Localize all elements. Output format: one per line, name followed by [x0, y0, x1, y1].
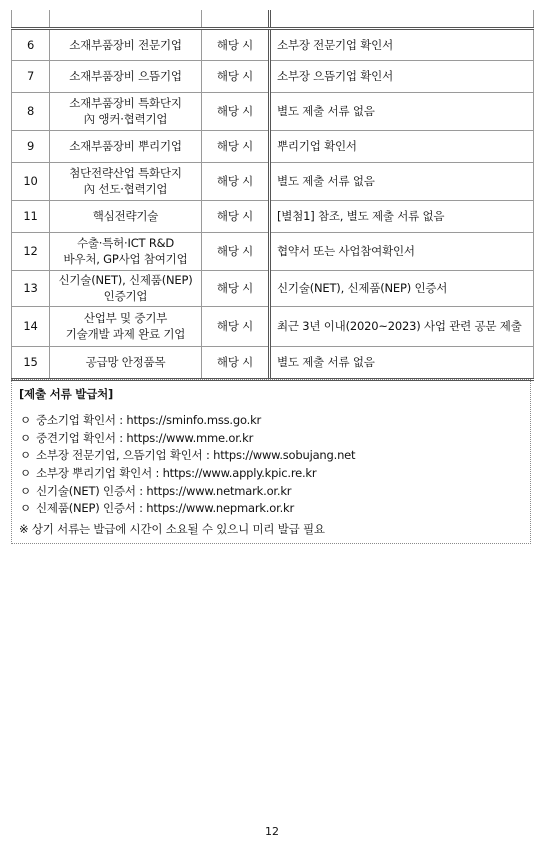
row-number-cell: 14 [12, 306, 50, 346]
item-name-cell: 소재부품장비 뿌리기업 [50, 130, 202, 162]
row-number-cell: 12 [12, 232, 50, 270]
issuer-box [11, 379, 531, 544]
issuer-item [20, 430, 355, 448]
item-name-cell [50, 10, 202, 28]
issuer-item [20, 500, 355, 518]
issuer-item [20, 412, 355, 430]
issuer-text: 신제품(NEP) 인증서 : https://www.nepmark.or.kr [36, 501, 295, 516]
document-cell: 신기술(NET), 신제품(NEP) 인증서 [270, 270, 534, 306]
row-number-cell: 13 [12, 270, 50, 306]
table-row [12, 270, 534, 306]
requirements-table-body [12, 10, 534, 379]
table-row [12, 162, 534, 200]
item-name-cell: 공급망 안정품목 [50, 346, 202, 379]
issuer-list [20, 412, 355, 518]
table-row [12, 28, 534, 60]
document-cell: 별도 제출 서류 없음 [270, 346, 534, 379]
issuer-item [20, 483, 355, 501]
bullet-icon: ㅇ [20, 466, 31, 481]
table-row [12, 346, 534, 379]
condition-cell: 해당 시 [202, 130, 270, 162]
table-row [12, 232, 534, 270]
document-cell: 별도 제출 서류 없음 [270, 92, 534, 130]
issuer-text: 중소기업 확인서 : https://sminfo.mss.go.kr [36, 413, 262, 427]
item-name-cell: 첨단전략산업 특화단지 內 선도·협력기업 [50, 162, 202, 200]
condition-cell: 해당 시 [202, 162, 270, 200]
document-cell [270, 10, 534, 28]
document-cell: 소부장 으뜸기업 확인서 [270, 60, 534, 92]
document-cell: 소부장 전문기업 확인서 [270, 28, 534, 60]
row-number-cell: 6 [12, 28, 50, 60]
issuer-box-title: [제출 서류 발급처] [19, 387, 114, 401]
condition-cell: 해당 시 [202, 270, 270, 306]
page-number: 12 [265, 825, 279, 838]
item-name-cell: 소재부품장비 으뜸기업 [50, 60, 202, 92]
issuer-text: 소부장 전문기업, 으뜸기업 확인서 : https://www.sobujang.net [36, 448, 356, 463]
issuer-text: 소부장 뿌리기업 확인서 : https://www.apply.kpic.re.kr [36, 466, 317, 481]
table-row [12, 92, 534, 130]
requirements-table [11, 10, 534, 381]
condition-cell: 해당 시 [202, 200, 270, 232]
condition-cell [202, 10, 270, 28]
row-number-cell: 8 [12, 92, 50, 130]
document-cell: 최근 3년 이내(2020~2023) 사업 관련 공문 제출 [270, 306, 534, 346]
row-number-cell: 7 [12, 60, 50, 92]
bullet-icon: ㅇ [20, 448, 31, 463]
condition-cell: 해당 시 [202, 346, 270, 379]
issuer-text: 신기술(NET) 인증서 : https://www.netmark.or.kr [36, 483, 292, 498]
issuer-item [20, 447, 355, 465]
item-name-cell: 산업부 및 중기부 기술개발 과제 완료 기업 [50, 306, 202, 346]
document-cell: 협약서 또는 사업참여확인서 [270, 232, 534, 270]
table-row [12, 130, 534, 162]
table-top-row [12, 10, 534, 28]
row-number-cell: 9 [12, 130, 50, 162]
item-name-cell: 핵심전략기술 [50, 200, 202, 232]
bullet-icon: ㅇ [20, 483, 31, 498]
condition-cell: 해당 시 [202, 28, 270, 60]
issuer-text: 중견기업 확인서 : https://www.mme.or.kr [36, 430, 254, 445]
row-number-cell: 10 [12, 162, 50, 200]
condition-cell: 해당 시 [202, 306, 270, 346]
issuer-item [20, 465, 355, 483]
condition-cell: 해당 시 [202, 92, 270, 130]
issuer-note: ※ 상기 서류는 발급에 시간이 소요될 수 있으니 미리 발급 필요 [19, 522, 325, 536]
row-number-cell: 11 [12, 200, 50, 232]
row-number-cell: 15 [12, 346, 50, 379]
row-number-cell [12, 10, 50, 28]
table-row [12, 60, 534, 92]
document-cell: 뿌리기업 확인서 [270, 130, 534, 162]
table-row [12, 306, 534, 346]
document-cell: [별첨1] 참조, 별도 제출 서류 없음 [270, 200, 534, 232]
item-name-cell: 소재부품장비 특화단지 內 앵커·협력기업 [50, 92, 202, 130]
bullet-icon: ㅇ [20, 501, 31, 516]
condition-cell: 해당 시 [202, 60, 270, 92]
bullet-icon: ㅇ [20, 413, 31, 427]
bullet-icon: ㅇ [20, 430, 31, 445]
table-row [12, 200, 534, 232]
item-name-cell: 수출·특허·ICT R&D 바우처, GP사업 참여기업 [50, 232, 202, 270]
item-name-cell: 신기술(NET), 신제품(NEP) 인증기업 [50, 270, 202, 306]
item-name-cell: 소재부품장비 전문기업 [50, 28, 202, 60]
document-cell: 별도 제출 서류 없음 [270, 162, 534, 200]
condition-cell: 해당 시 [202, 232, 270, 270]
